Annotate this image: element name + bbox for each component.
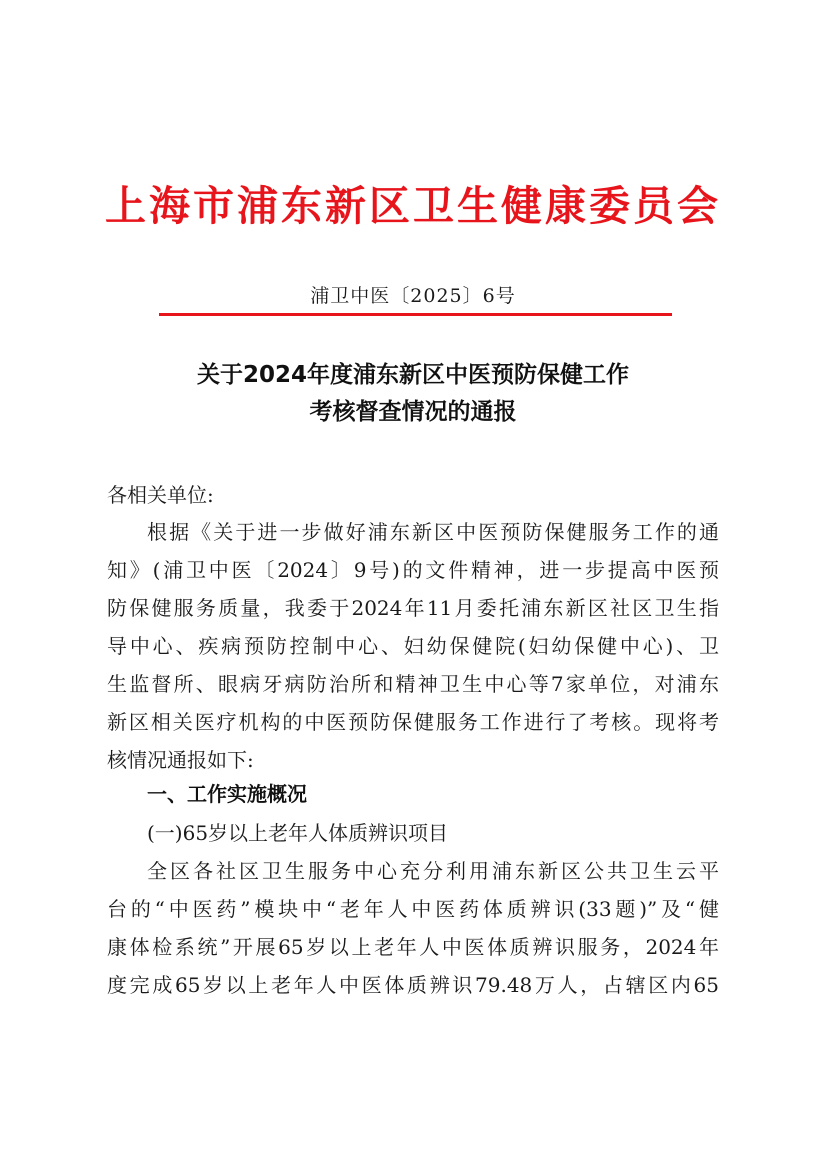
paragraph-line: 康体检系统”开展65岁以上老年人中医体质辨识服务，2024年 [107,935,719,959]
section-heading: 一、工作实施概况 [147,782,307,806]
paragraph-section1 [107,852,719,1004]
paragraph-line: 全区各社区卫生服务中心充分利用浦东新区公共卫生云平 [147,859,719,883]
paragraph-line: 度完成65岁以上老年人中医体质辨识79.48万人，占辖区内65 [107,973,719,997]
paragraph-line: 核情况通报如下: [107,748,254,772]
paragraph-line: 导中心、疾病预防控制中心、妇幼保健院(妇幼保健中心)、卫 [107,634,719,658]
red-divider-line [159,313,672,316]
subsection-heading: (一)65岁以上老年人体质辨识项目 [147,821,449,845]
paragraph-line: 新区相关医疗机构的中医预防保健服务工作进行了考核。现将考 [107,710,719,734]
paragraph-line: 台的“中医药”模块中“老年人中医药体质辨识(33题)”及“健 [107,897,719,921]
salutation: 各相关单位: [107,483,214,507]
paragraph-line: 防保健服务质量，我委于2024年11月委托浦东新区社区卫生指 [107,596,719,620]
document-title-line-1: 关于2024年度浦东新区中医预防保健工作 [196,362,629,388]
paragraph-intro [107,513,719,779]
issuing-organization: 上海市浦东新区卫生健康委员会 [105,182,721,230]
paragraph-line: 生监督所、眼病牙病防治所和精神卫生中心等7家单位，对浦东 [107,672,719,696]
document-number: 浦卫中医〔2025〕6号 [310,285,516,307]
paragraph-line: 根据《关于进一步做好浦东新区中医预防保健服务工作的通 [147,520,719,544]
paragraph-line: 知》(浦卫中医〔2024〕9号)的文件精神，进一步提高中医预 [107,558,719,582]
document-title-line-2: 考核督查情况的通报 [309,399,517,425]
